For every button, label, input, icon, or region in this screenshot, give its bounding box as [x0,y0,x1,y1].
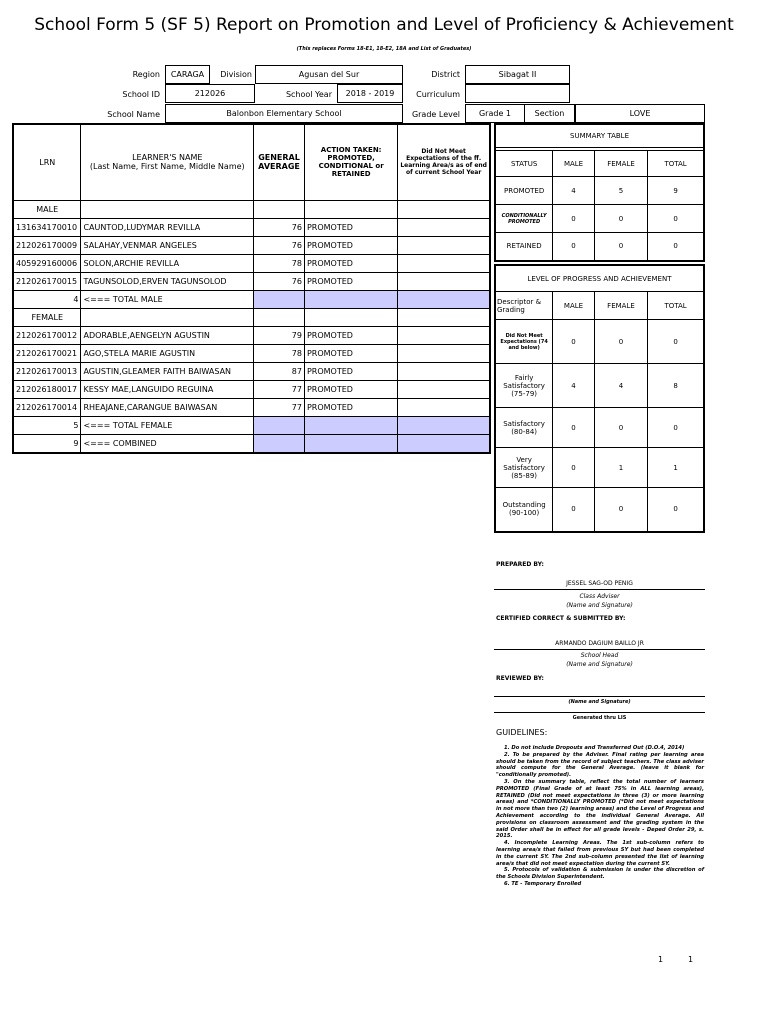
table-row [13,380,490,398]
learner-lrn: 405929160006 [13,254,81,272]
learner-lrn: 212026170012 [13,326,81,344]
adviser-name: JESSEL SAG-OD PENIG [566,580,633,587]
learner-lrn: 212026170015 [13,272,81,290]
learner-lrn: 212026170013 [13,362,81,380]
division-field: Agusan del Sur [255,65,403,84]
table-header-row [13,124,490,200]
learner-general-average: 78 [254,344,305,362]
division-label: Division [220,70,252,79]
progress-female: 4 [594,364,647,408]
learner-action-taken: PROMOTED [304,236,397,254]
table-row [13,272,490,290]
learner-did-not-meet [398,326,490,344]
summary-male: 4 [553,177,595,205]
prepared-by-label: PREPARED BY: [496,561,544,568]
learner-action-taken: PROMOTED [304,362,397,380]
summary-total: 9 [648,177,704,205]
learner-action-taken: PROMOTED [304,272,397,290]
learner-action-taken: PROMOTED [304,326,397,344]
progress-total: 0 [648,488,704,532]
progress-female: 0 [594,320,647,364]
learner-general-average: 77 [254,398,305,416]
progress-male: 0 [553,488,595,532]
school-name-field: Balonbon Elementary School [165,104,403,123]
female-rows [13,326,490,416]
summary-row [495,205,704,233]
combined-row [13,434,490,453]
learner-general-average: 76 [254,218,305,236]
school-name-label: School Name [107,110,160,119]
summary-h-status: STATUS [495,151,553,177]
female-label: FEMALE [13,308,81,326]
progress-male: 4 [553,364,595,408]
total-male-label: <=== TOTAL MALE [81,290,254,308]
progress-descriptor: Outstanding (90-100) [495,488,553,532]
female-section-row [13,308,490,326]
progress-female: 1 [594,448,647,488]
total-female-count: 5 [13,416,81,434]
summary-female: 0 [594,233,647,261]
adviser-caption: (Name and Signature) [566,602,633,609]
progress-male: 0 [553,408,595,448]
progress-rows [495,320,704,532]
progress-descriptor: Very Satisfactory (85-89) [495,448,553,488]
learner-did-not-meet [398,254,490,272]
head-caption: (Name and Signature) [566,661,633,668]
district-field: Sibagat II [465,65,570,84]
summary-female: 0 [594,205,647,233]
male-rows [13,218,490,290]
total-male-row [13,290,490,308]
progress-male: 0 [553,448,595,488]
progress-total: 0 [648,320,704,364]
learner-lrn: 131634170010 [13,218,81,236]
male-section-row [13,200,490,218]
total-female-row [13,416,490,434]
district-label: District [431,70,460,79]
page-subtitle: (This replaces Forms 18-E1, 18-E2, 18A and List of Graduates) [296,46,472,52]
learner-lrn: 212026170009 [13,236,81,254]
summary-row [495,233,704,261]
guidelines-list [496,745,704,888]
learner-action-taken: PROMOTED [304,344,397,362]
learner-did-not-meet [398,380,490,398]
adviser-role: Class Adviser [579,593,620,600]
summary-row [495,177,704,205]
learner-did-not-meet [398,398,490,416]
col-name: LEARNER'S NAME (Last Name, First Name, Middle Name) [81,124,254,200]
head-name: ARMANDO DAGIUM BAILLO JR [555,640,644,647]
col-action-taken: ACTION TAKEN: PROMOTED, CONDITIONAL or RETAINED [304,124,397,200]
learner-did-not-meet [398,218,490,236]
page-count: 1 [688,955,694,964]
learner-did-not-meet [398,362,490,380]
learner-name: ADORABLE,AENGELYN AGUSTIN [81,326,254,344]
summary-status: CONDITIONALLY PROMOTED [495,205,553,233]
progress-title: LEVEL OF PROGRESS AND ACHIEVEMENT [495,265,704,292]
progress-row [495,408,704,448]
head-role: School Head [580,652,619,659]
progress-row [495,320,704,364]
summary-h-total: TOTAL [648,151,704,177]
table-row [13,326,490,344]
summary-h-male: MALE [553,151,595,177]
learner-did-not-meet [398,272,490,290]
learner-lrn: 212026180017 [13,380,81,398]
page-title: School Form 5 (SF 5) Report on Promotion and Level of Proficiency & Achievement [34,15,734,35]
learner-lrn: 212026170021 [13,344,81,362]
summary-total: 0 [648,205,704,233]
learner-action-taken: PROMOTED [304,398,397,416]
summary-h-female: FEMALE [594,151,647,177]
table-row [13,362,490,380]
learner-name: RHEAJANE,CARANGUE BAIWASAN [81,398,254,416]
progress-h-female: FEMALE [594,292,647,320]
section-field: LOVE [575,104,705,123]
guideline-item: 6. TE - Temporary Enrolled [504,880,582,887]
table-row [13,344,490,362]
progress-male: 0 [553,320,595,364]
progress-row [495,488,704,532]
progress-descriptor: Did Not Meet Expectations (74 and below) [495,320,553,364]
combined-count: 9 [13,434,81,453]
summary-title: SUMMARY TABLE [495,124,704,148]
guideline-item: 5. Protocols of validation & submission is under the discretion of the Schools Division Superintendent. [496,867,704,881]
generated-note: Generated thru LIS [572,715,627,721]
certified-by-label: CERTIFIED CORRECT & SUBMITTED BY: [496,615,626,622]
learner-general-average: 78 [254,254,305,272]
total-male-count: 4 [13,290,81,308]
learner-lrn: 212026170014 [13,398,81,416]
region-label: Region [132,70,160,79]
reviewed-by-label: REVIEWED BY: [496,675,544,682]
table-row [13,218,490,236]
learner-name: AGO,STELA MARIE AGUSTIN [81,344,254,362]
summary-table [494,123,705,262]
school-id-label: School ID [122,90,160,99]
summary-status: PROMOTED [495,177,553,205]
learner-action-taken: PROMOTED [304,380,397,398]
school-year-label: School Year [285,90,332,99]
learner-action-taken: PROMOTED [304,218,397,236]
curriculum-label: Curriculum [416,90,460,99]
learner-did-not-meet [398,344,490,362]
learner-name: TAGUNSOLOD,ERVEN TAGUNSOLOD [81,272,254,290]
table-row [13,254,490,272]
learner-general-average: 76 [254,272,305,290]
progress-row [495,448,704,488]
summary-rows [495,177,704,261]
learner-general-average: 77 [254,380,305,398]
progress-descriptor: Satisfactory (80-84) [495,408,553,448]
school-year-field: 2018 - 2019 [337,84,403,103]
learner-name: CAUNTOD,LUDYMAR REVILLA [81,218,254,236]
progress-female: 0 [594,488,647,532]
grade-level-label: Grade Level [411,110,460,119]
progress-h-desc: Descriptor & Grading [495,292,553,320]
learner-name: SOLON,ARCHIE REVILLA [81,254,254,272]
page-number: 1 [658,955,664,964]
progress-descriptor: Fairly Satisfactory (75-79) [495,364,553,408]
total-female-label: <=== TOTAL FEMALE [81,416,254,434]
progress-total: 1 [648,448,704,488]
col-general-average: GENERAL AVERAGE [254,124,305,200]
guideline-item: 1. Do not include Dropouts and Transferred Out (D.O.4, 2014) [504,745,685,751]
learner-action-taken: PROMOTED [304,254,397,272]
table-row [13,398,490,416]
grade-level-field: Grade 1 [465,104,525,123]
region-field: CARAGA [165,65,210,84]
section-label: Section [525,104,575,123]
guidelines-title: GUIDELINES: [496,728,548,737]
summary-total: 0 [648,233,704,261]
learner-general-average: 76 [254,236,305,254]
progress-row [495,364,704,408]
curriculum-field [465,84,570,103]
progress-total: 8 [648,364,704,408]
col-lrn: LRN [13,124,81,200]
learners-table [12,123,491,454]
progress-h-male: MALE [553,292,595,320]
guideline-item: 3. On the summary table, reflect the total number of learners PROMOTED (Final Grade of at least 75% in ALL learning areas), RETAINED (Did not meet expectations in three (3) or more learning areas) and *CONDITIONALLY PROMOTED (*Did not meet expectations in not more than two (2) learning areas) and the Level of Progress and Achievement according to the individual General Average. All provisions on classroom assessment and the grading system in the said Order shall be in effect for all grade levels - Deped Order 29, s. 2015. [496,778,704,840]
summary-male: 0 [553,205,595,233]
progress-table [494,264,705,533]
progress-h-total: TOTAL [648,292,704,320]
col-did-not-meet: Did Not Meet Expectations of the ff. Learning Area/s as of end of current School Year [398,124,490,200]
summary-male: 0 [553,233,595,261]
male-label: MALE [13,200,81,218]
combined-label: <=== COMBINED [81,434,254,453]
learner-general-average: 79 [254,326,305,344]
learner-name: KESSY MAE,LANGUIDO REGUINA [81,380,254,398]
reviewer-caption: (Name and Signature) [568,699,631,705]
guideline-item: 2. To be prepared by the Adviser. Final rating per learning area should be taken from the record of subject teachers. The class adviser should compute for the General Average. (leave it blank for "conditionally promoted). [496,751,704,779]
summary-female: 5 [594,177,647,205]
learner-name: SALAHAY,VENMAR ANGELES [81,236,254,254]
table-row [13,236,490,254]
learner-general-average: 87 [254,362,305,380]
learner-name: AGUSTIN,GLEAMER FAITH BAIWASAN [81,362,254,380]
progress-total: 0 [648,408,704,448]
summary-status: RETAINED [495,233,553,261]
progress-female: 0 [594,408,647,448]
guideline-item: 4. Incomplete Learning Areas. The 1st sub-column refers to learning area/s that failed from previous SY but had been completed in the current SY. The 2nd sub-column presented the list of learning area/s that did not meet expectation during the current SY. [496,840,704,867]
school-id-field: 212026 [165,84,255,103]
learner-did-not-meet [398,236,490,254]
